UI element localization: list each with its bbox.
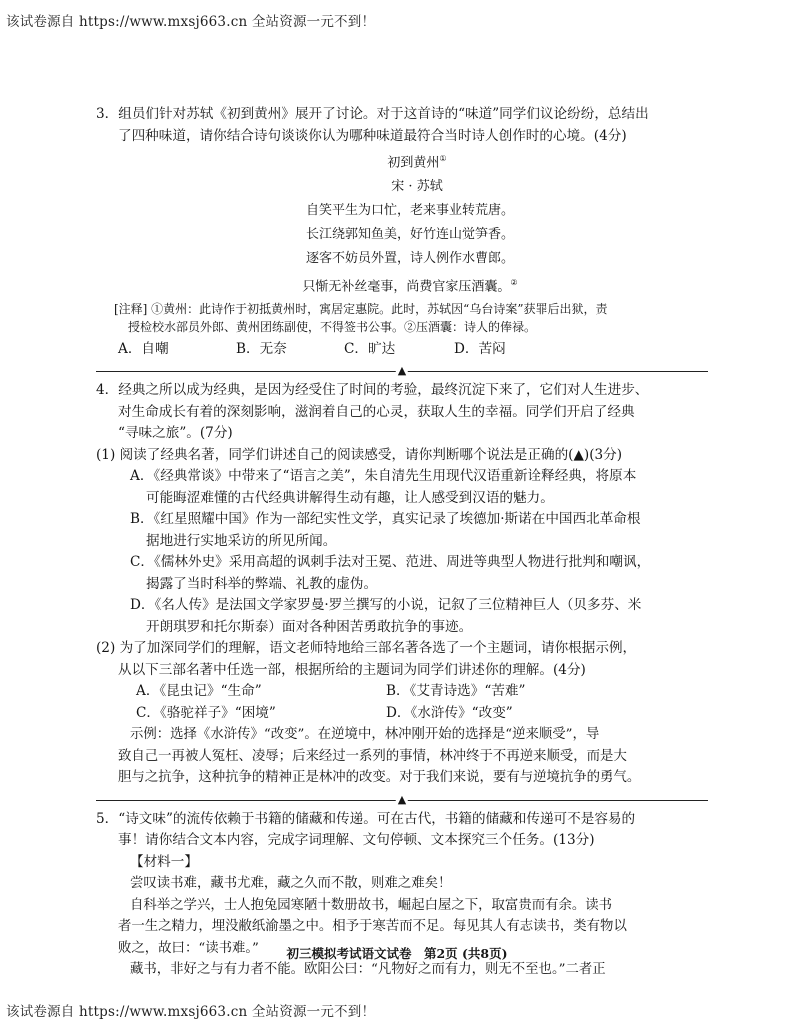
page-footer: 初三模拟考试语文试卷 第2页 (共8页): [286, 946, 508, 961]
poem: [96, 147, 708, 300]
q3-options: [96, 339, 708, 361]
q4-sub2-stem-line-2: 从以下三部名著中任选一部，根据所给的主题词为同学们讲述你的理解。(4分): [118, 661, 586, 678]
q4-option-d-line-2: 开朗琪罗和托尔斯泰）面对各种困苦勇敢抗争的事迹。: [146, 618, 473, 635]
theme-option-c[interactable]: C．《骆驼祥子》“困境”: [136, 704, 276, 721]
q5-stem-line-2: 事！请你结合文本内容，完成字词理解、文句停顿、文本探究三个任务。(13分): [118, 832, 595, 849]
q4-option-c-line-1[interactable]: C．《儒林外史》采用高超的讽刺手法对王冕、范进、周进等典型人物进行批判和嘲讽，: [130, 554, 651, 571]
q4-stem-line-2: 对生命成长有着的深刻影响，滋润着自己的心灵，获取人生的幸福。同学们开启了经典: [118, 403, 635, 420]
material-paragraph: 者一生之精力，埋没敝纸渝墨之中。相予于寒苦而不足。每见其人有志读书，类有物以: [118, 919, 627, 935]
poem-line: 长江绕郭知鱼美，好竹连山觉笋香。: [305, 227, 514, 243]
q4-sub2-stem-line-1: (2) 为了加深同学们的理解，语文老师特地给三部名著各选了一个主题词，请你根据示例，: [96, 640, 637, 657]
q3-note-line-2: 授检校水部员外郎、黄州团练副使，不得签书公事。②压酒囊：诗人的俸禄。: [128, 319, 537, 334]
poem-line: 逐客不妨员外置，诗人例作水曹郎。: [305, 251, 514, 267]
watermark-top: 该试卷源自 https://www.mxsj663.cn 全站资源一元不到！: [6, 14, 376, 30]
theme-option-d[interactable]: D．《水浒传》“改变”: [386, 704, 513, 721]
option-a[interactable]: A．自嘲: [118, 340, 169, 357]
poem-line-footnote: ②: [510, 278, 518, 288]
poem-line-text: 只惭无补丝毫事，尚费官家压酒囊。: [302, 279, 511, 295]
poem-title: [126, 147, 708, 175]
watermark-bottom: 该试卷源自 https://www.mxsj663.cn 全站资源一元不到！: [6, 1004, 376, 1020]
question-3: [96, 104, 708, 360]
triangle-icon: ▲: [396, 360, 408, 382]
q4-stem-line-3: “寻味之旅”。(7分): [118, 425, 233, 442]
example-line-2: 致自己一再被人冤枉、凌辱；后来经过一系列的事情，林冲终于不再逆来顺受，而是大: [118, 748, 627, 764]
example-line-1: 示例：选择《水浒传》“改变”。在逆境中，林冲刚开始的选择是“逆来顺受”，导: [130, 727, 600, 743]
question-4: [96, 380, 708, 789]
separator: [96, 362, 708, 376]
exam-page: [96, 104, 708, 981]
separator: [96, 791, 708, 805]
q5-stem-line-1: 5．“诗文味”的流传依赖于书籍的储藏和传递。可在古代，书籍的储藏和传递可不是容易的: [96, 810, 636, 827]
q3-stem-line-1: 3．组员们针对苏轼《初到黄州》展开了讨论。对于这首诗的“味道”同学们议论纷纷，总结出: [96, 106, 649, 122]
q4-option-b-line-1[interactable]: B．《红星照耀中国》作为一部纪实性文学，真实记录了埃德加·斯诺在中国西北革命根: [130, 511, 641, 528]
example-line-3: 胆与之抗争，这种抗争的精神正是林冲的改变。对于我们来说，要有与逆境抗争的勇气。: [118, 770, 641, 786]
poem-author: 宋 · 苏轼: [391, 179, 443, 195]
q4-option-a-line-2: 可能晦涩难懂的古代经典讲解得生动有趣，让人感受到汉语的魅力。: [146, 489, 554, 506]
triangle-icon: ▲: [396, 789, 408, 811]
material-heading: 【材料一】: [130, 853, 198, 870]
poem-line: 自笑平生为口忙，老来事业转荒唐。: [305, 203, 514, 219]
poem-title-footnote: ①: [439, 154, 447, 163]
q4-option-c-line-2: 揭露了当时科举的弊端、礼教的虚伪。: [146, 575, 378, 592]
option-d[interactable]: D．苦闷: [454, 340, 506, 357]
option-c[interactable]: C．旷达: [344, 340, 396, 357]
q4-option-a-line-1[interactable]: A．《经典常谈》中带来了“语言之美”，朱自清先生用现代汉语重新诠释经典，将原本: [130, 468, 637, 485]
theme-option-a[interactable]: A．《昆虫记》“生命”: [136, 683, 262, 700]
q3-stem-line-2: 了四种味道，请你结合诗句谈谈你认为哪种味道最符合当时诗人创作时的心境。(4分): [118, 127, 627, 144]
q4-option-d-line-1[interactable]: D．《名人传》是法国文学家罗曼·罗兰撰写的小说，记叙了三位精神巨人（贝多芬、米: [130, 597, 642, 614]
q3-note-line-1: [注释] ①黄州：此诗作于初抵黄州时，寓居定惠院。此时，苏轼因“乌台诗案”获罪后出狱，责: [114, 301, 608, 316]
material-paragraph: 尝叹读书难，藏书尤难，藏之久而不散，则难之难矣！: [130, 876, 452, 892]
poem-line: [112, 271, 708, 299]
poem-title-text: 初到黄州: [387, 155, 440, 171]
material-paragraph: 藏书，非好之与有力者不能。欧阳公曰：“凡物好之而有力，则无不至也。”二者正: [130, 962, 606, 978]
theme-option-b[interactable]: B．《艾青诗选》“苦难”: [386, 683, 526, 700]
q4-sub1-stem: (1) 阅读了经典名著，同学们讲述自己的阅读感受，请你判断哪个说法是正确的(▲)(3分): [96, 446, 623, 463]
option-b[interactable]: B．无奈: [236, 340, 287, 357]
material-paragraph: 自科举之学兴，士人抱兔园寒陋十数册故书，崛起白屋之下，取富贵而有余。读书: [130, 897, 613, 913]
q4-stem-line-1: 4．经典之所以成为经典，是因为经受住了时间的考验，最终沉淀下来了，它们对人生进步、: [96, 382, 649, 399]
q4-option-b-line-2: 据地进行实地采访的所见所闻。: [146, 532, 337, 549]
theme-options: [96, 681, 708, 724]
material-paragraph: 败之，故曰：“读书难。”: [118, 940, 259, 956]
